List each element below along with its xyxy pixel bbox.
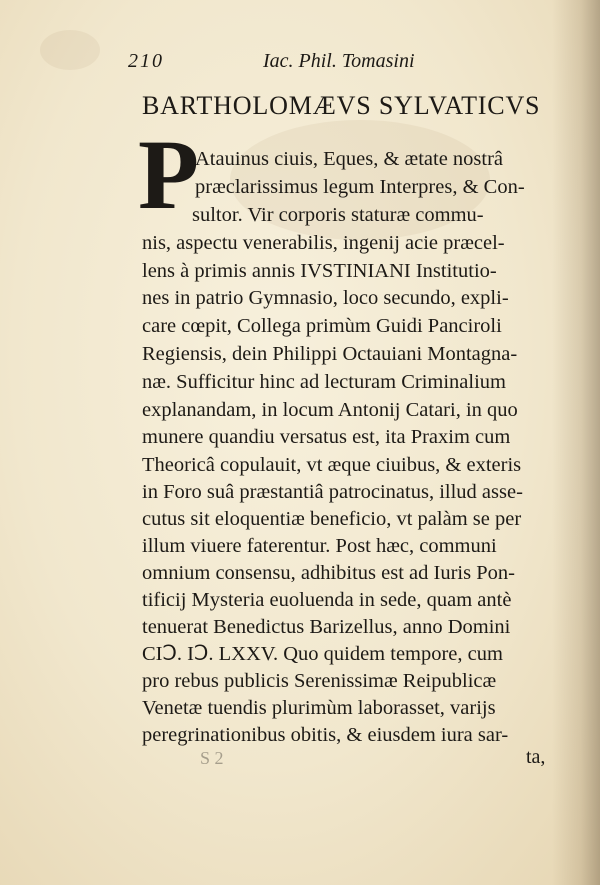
text-line: CIↃ. IↃ. LXXV. Quo quidem tempore, cum <box>142 643 503 665</box>
text-line: explanandam, in locum Antonij Catari, in quo <box>142 399 518 421</box>
running-head-author: Iac. Phil. Tomasini <box>263 50 415 72</box>
catchword: ta, <box>526 746 546 768</box>
text-line: illum viuere faterentur. Post hæc, communi <box>142 535 497 557</box>
entry-title: BARTHOLOMÆVS SYLVATICVS <box>142 90 541 120</box>
signature-mark: S 2 <box>200 748 224 768</box>
page-number: 210 <box>128 50 164 72</box>
text-line: Venetæ tuendis plurimùm laborasset, varijs <box>142 697 496 719</box>
text-line: nis, aspectu venerabilis, ingenij acie præcel- <box>142 232 505 254</box>
page-edge-shadow <box>552 0 600 885</box>
text-line: cutus sit eloquentiæ beneficio, vt palàm se per <box>142 508 522 530</box>
running-head <box>128 50 458 78</box>
text-line: næ. Sufficitur hinc ad lecturam Criminalium <box>142 371 506 393</box>
text-line: munere quandiu versatus est, ita Praxim cum <box>142 426 511 448</box>
text-line: Theoricâ copulauit, vt æque ciuibus, & exteris <box>142 454 522 476</box>
drop-capital: P <box>138 119 200 230</box>
text-line: sultor. Vir corporis staturæ commu- <box>192 204 484 226</box>
text-line: lens à primis annis IVSTINIANI Institutio- <box>142 260 497 282</box>
text-line: peregrinationibus obitis, & eiusdem iura sar- <box>142 724 509 746</box>
text-line: omnium consensu, adhibitus est ad Iuris Pon- <box>142 562 515 584</box>
text-line: Regiensis, dein Philippi Octauiani Montagna- <box>142 343 518 365</box>
text-line: nes in patrio Gymnasio, loco secundo, expli- <box>142 287 509 309</box>
text-line: tificij Mysteria euoluenda in sede, quam antè <box>142 589 512 611</box>
text-line: præclarissimus legum Interpres, & Con- <box>195 176 525 198</box>
text-line: care cœpit, Collega primùm Guidi Panciroli <box>142 315 502 337</box>
text-line: pro rebus publicis Serenissimæ Reipublicæ <box>142 670 497 692</box>
text-line: in Foro suâ præstantiâ patrocinatus, illud asse- <box>142 481 523 503</box>
text-line: tenuerat Benedictus Barizellus, anno Domini <box>142 616 511 638</box>
paper-stain <box>40 30 100 70</box>
text-line: Atauinus ciuis, Eques, & ætate nostrâ <box>195 148 504 170</box>
